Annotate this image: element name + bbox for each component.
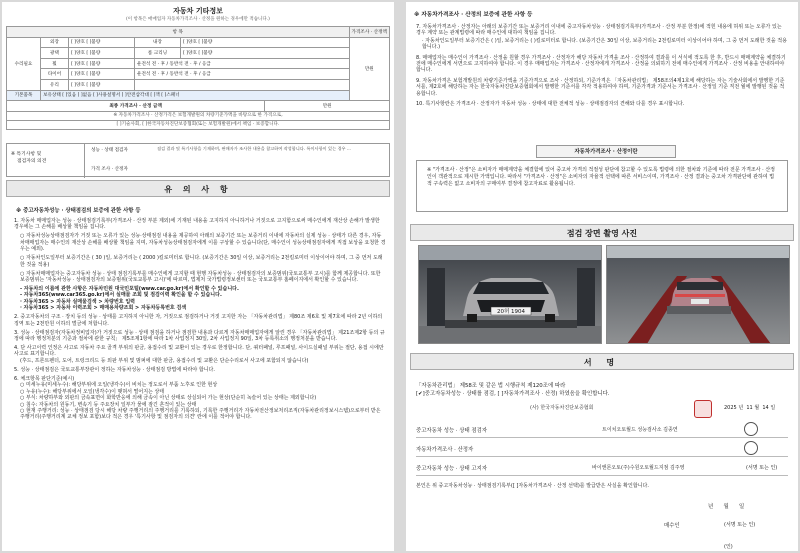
caution-title: 유 의 사 항 [6,180,390,197]
para: 1. 자동차 매매업자는 성능 · 상태점검기록부(가격조사 · 산정 부분 제외)에 기재된 내용을 고지하지 아니하거나 거짓으로 고지함으로써 매수인에게 재산상 손해가 발생한 경우에는 그 손해를 배상할 책임을 집니다. [14,218,380,231]
row-label-2: 내장 [135,37,181,48]
row-positions: 운전석 전 · 후 / 동반석 전 · 후 / 응급 [135,58,350,69]
sum-note-1: ※ 자동차가격조사 · 산정가격은 보험개발원의 차량기준가액을 바탕으로 한 가격으로, [7,111,390,120]
caution-body [14,218,386,423]
total-label: 최종 가격조사 · 산정 금액 [7,101,265,112]
row-label-2: 룸 크리닝 [135,48,181,59]
para: 5. 성능 · 상태점검은 국토교통부장관이 정하는 자동차성능 · 상태점검 방법에 따라야 합니다. [14,366,215,373]
appraiser-seal-icon [744,441,758,455]
sign-date: 2025 년 11 월 14 일 [724,405,776,411]
special-notes-text: 점검 결과 및 특기사항을 기재하며, 판매자가 조사한 내용을 참고하여 작성합니다. 특이사항이 있는 경우 ... [157,146,351,151]
appraisal-definition-text: ※ "가격조사 · 산정"은 소비자가 매매계약을 체결함에 있어 중고차 가격의 적절성 판단에 참고할 수 있도록 법령에 의한 절차와 기준에 따라 전문 가격조사 · 산정인이 객관적으로 제시한 가액입니다. 따라서 "가격조사 · 산정"은 소비자의 자율적 선택에 따른 서비스이며, 가격조사 · 산정 결과는 중고차 가격판단에 관하여 법적 구속력은 없고 소비자의 구매여부 결정에 참고자료로 활용됩니다. [416,160,788,212]
plate-text: 20허 1904 [496,309,526,315]
row-positions: 운전석 전 · 후 / 동반석 전 · 후 / 응급 [135,69,350,80]
row-label: 외장 [41,37,69,48]
para: ○ 침수: 자동차의 원동기, 변속기 등 주요장치 일부가 물에 잠긴 흔적이 있는 상태 [20,401,197,408]
special-notes-box [6,143,390,177]
inspector-row-value: 트이치오토월드 성능검사소 김종연 [602,427,678,433]
buyer-seal: (인) [724,544,733,550]
total-unit: 만원 [265,101,390,112]
divider [416,475,788,476]
buyer-date: 년 월 일 [708,504,745,510]
table-head-price: 가격조사 · 산정액 [349,27,389,38]
inspector-label: 성능 · 상태 점검자 [91,148,128,153]
para: 9. 자동차가격은 보험개발원의 차량기준가액을 기준가격으로 조사 · 산정하되, 기준가격은 「자동차관리법」 제58조의4제1호에 해당하는 자는 기술사회에서 발행한 기준서를, 제2호에 해당하는 자는 한국자동차진단보증협회에서 발행한 기준서를 각각 적용하여야 하며, 기준가격과 기준서는 가격조사 · 산정일 기준 직전 월에 발행된 것을 적용합니다. [416,77,785,97]
appraisal-definition-title: 자동차가격조사 · 산정이란 [536,145,676,158]
vehicle-info-table [6,26,390,130]
left-page [2,2,394,551]
notifier-row-value: 바이앤몬오토(주)수원오토월드지점 김주영 [592,465,685,471]
para: · 자동차365 > 자동차 실매물검색 > 차량번호 입력 [20,298,136,305]
row-label: 광택 [41,48,69,59]
appraiser-row-label: 자동차가격조사 · 산정자 [416,447,474,453]
divider [416,437,788,438]
signature-statement: 「자동차관리법」 제58조 및 같은 법 시행규칙 제120조에 따라 [✔]중고자동차성능 · 상태를 점검, [ ]자동차가격조사 · 산정) 하였음을 확인합니다. [416,383,610,397]
row-options: [ ]양호 [ ]불량 [69,37,135,48]
para: 4. 단 사고이력 인정은 사고로 자동차 주요 골격 부위의 판금, 용접수리 및 교환이 있는 경우로 한정합니다. 단, 쿼터패널, 루프패널, 사이드실패널 부위는 절단, 용접 시에만 사고로 표기합니다. [14,345,384,358]
para: ○ 자동차성능상태점검자가 거짓 또는 오류가 있는 성능·상태점검 내용을 제공하여 아래의 보증기간 또는 보증거리 이내에 자동차의 실제 성능 · 상태가 다른 경우, 자동차매매업자는 매수인의 재산상 손해를 배상할 책임을 지며, 자동차성능상태점검자에게 이를 구상할 수 있습니다(단, 매수인이 성능상태점검자에게 직접 보상을 요청한 경우는 예외). [20,233,386,253]
vehicle-info-title: 자동차 기타정보 [173,7,223,15]
row-label: 타이어 [41,69,69,80]
vehicle-info-note: (이 항목은 매매업자 자동차가격조사 · 산정을 원하는 경우에만 적습니다.) [126,17,270,22]
para: 2. 중고자동차의 구조 · 장치 등의 성능 · 상태를 고지하지 아니한 자, 거짓으로 점검하거나 거짓 고지한 자는 「자동차관리법」 제80조 제6호 및 제7호에 따라 2년 이하의 징역 또는 2천만원 이하의 벌금에 처합니다. [14,314,383,327]
appraisal-body [416,24,788,111]
notifier-sign: (서명 또는 인) [746,465,778,471]
para: 3. 성능 · 상태점검자(자동차정비업자)가 거짓으로 성능 · 상태 점검을 하거나 점검한 내용과 다르게 자동차매매업자에게 알린 경우 「자동차관리법」 제21조제2항 등의 규정에 따라 행정처분의 기준과 절차에 관한 규칙」 제5조제1항에 따라 1차 사업정지 30일, 2차 사업정지 90일, 3차 등록취소의 행정처분을 받습니다. [14,329,385,343]
divider [416,456,788,457]
special-notes-label: ※ 특기사항 및 점검자의 의견 [7,144,85,178]
link-car-go[interactable]: - 자동차의 이름에 관한 사항은 자동차민원 대국민포털(www.car.go.kr)에서 확인할 수 있습니다. [20,286,239,293]
inspection-photo-rear [606,245,790,344]
para: ○ 자동차매매업자는 중고자동차 성능 · 상태 점검기록부를 매수인에게 고지할 때 현행 자동차성능 · 상태점검자의 보증범위(국토교통부 고시)를 함께 제공합니다. 또한 보증범위는 '자동차성능 · 상태점검자의 보증범위(국토교통부 고시)'에 따르며, 법제처 국가법령정보센터 또는 국토교통부 홈페이지에서 확인할 수 있습니다. [20,270,381,284]
row-options: [ ]양호 [ ]불량 [69,58,135,69]
car-rear-icon [607,246,790,344]
para: ○ 미세누유(미세누수): 해당부위에 오일(냉각수)이 비치는 정도로서 부품 노후로 인한 현상 [20,382,218,389]
para: 7. 자동차가격조사 · 산정자는 아래의 보증기간 또는 보증거리 이내에 중고자동차성능 · 상태점검기록부(가격조사 · 산정 부분 한정)에 적힌 내용에 허위 또는 오류가 있는 경우 계약 또는 관계법령에 따라 매수인에 대하여 책임을 집니다. [416,24,782,37]
appraisal-section-title: ※ 자동차가격조사 · 산정의 보증에 관한 사항 등 [414,12,533,18]
para: ○ 현재 주행거리: 성능 · 상태점검 당시 해당 차량 주행거리의 주행거리를 기록하되, 기록한 주행거리가 자동차전산정보처리조직(자동차관리정보시스템)으로부터 받은 주행거리(주행거리계 교체 정보 포함)보다 적은 경우 '특기사항 및 점검자의 의견' 란에 이를 적어야 합니다. [20,407,381,421]
row-positions [135,79,350,90]
signature-section-title: 서 명 [410,353,794,370]
para: ○ 부식: 차량하부와 외판의 금속표면이 화학반응에 의해 금속이 아닌 상태로 상실되어 가는 현상(단순히 녹슬어 있는 상태는 제외합니다) [20,395,317,402]
org-name: (사) 한국자동차진단보증협회 [530,405,594,411]
para: 10. 특기사항란은 가격조사 · 산정자가 자동차 성능 · 상태에 대한 전체적 성능 · 상태점검자의 견해와 다를 경우 표시합니다. [416,101,685,108]
para: ○ 자동차인도일부터 보증기간은 ( 30 )일, 보증거리는 ( 2000 )킬로미터로 합니다. (보증기간은 30일 이상, 보증거리는 2천킬로미터 이상이어야 하며, 그 중 먼저 도래한 것을 적용) [20,255,383,268]
inspector-row-label: 중고자동차 성능 · 상태 점검자 [416,428,488,434]
photo-section-title: 점검 장면 촬영 사진 [410,224,794,241]
para: ○ 누유(누수): 해당부위에서 오일(냉각수)이 맺혀서 떨어지는 상태 [20,388,165,395]
official-seal-icon [694,400,712,418]
row-label: 휠 [41,58,69,69]
car-front-icon [419,246,602,344]
right-page [406,2,798,551]
row-options: [ ]양호 [ ]불량 [69,48,135,59]
para: (후드, 프론트펜더, 도어, 트렁크리드 등 외판 부위 및 범퍼에 대한 판금, 용접수리 및 교환은 단순수리로서 사고에 포함되지 않습니다) [20,357,309,364]
row-options: [ ]양호 [ ]불량 [69,79,135,90]
inspection-photo-front [418,245,602,344]
row-options-2: [ ]양호 [ ]불량 [181,48,350,59]
row-options-2: [ ]양호 [ ]불량 [181,37,350,48]
repair-group-label: 수리필요 [7,37,41,90]
para: 8. 매매업자는 매수인이 가격조사 · 산정을 원할 경우 가격조사 · 산정자가 해당 자동차 가격을 조사 · 산정하여 결과를 이 서식에 적도록 한 후, 반드시 매매계약을 체결하기 전에 매수인에게 서면으로 고지하여야 합니다. 이 경우 매매업자는 가격조사 · 산정자에게 가격조사 · 산정을 의뢰하기 전에 매수인에게 가격조사 · 산정 비용을 안내하여야 합니다. [416,54,786,74]
appraiser-label: 가격 조사 · 산정자 [91,167,128,172]
notifier-row-label: 중고자동차 성능 · 상태 고지자 [416,466,488,472]
link-car365[interactable]: - 자동차365(www.car365.go.kr)에서 실매물 조회 및 점검이력 확인을 할 수 있습니다. [20,292,222,299]
para: · 자동차인도일부터 보증기간은 ( )일, 보증거리는 ( )킬로미터로 합니다. (보증기간은 30일 이상, 보증거리는 2천킬로미터 이상이어야 하며, 그 중 먼저 도래한 것을 적용합니다.) [422,37,787,51]
table-head-item: 항 목 [7,27,350,38]
para: · 자동차365 > 자동차 이력조회 > 매매용차량조회 > 자동차등록번호 검색 [20,305,187,312]
buyer-label: 매수인 [664,523,680,529]
unit-cell: 만원 [349,37,389,101]
basic-group-label: 기본품목 [7,90,41,101]
row-options: [ ]양호 [ ]불량 [69,69,135,80]
sum-note-2: [ ]기술사회, [ ]한국자동차진단보증협회(또는 보험개발원)에서 책임 · 보증합니다. [7,120,390,129]
inspector-seal-icon [744,422,758,436]
buyer-sign: (서명 또는 인) [724,522,756,528]
row-label: 유리 [41,79,69,90]
basic-row-options: 보유상태 [ ]있음 [ ]없음 [ ]사용설명서 [ ]안전삼각대 [ ]잭 [ ]스패너 [41,90,350,101]
para: 6. 체크항목 판단기준(예시) [14,375,75,382]
receipt-text: 본인은 위 중고자동차성능 · 상태점검기록부([ ]자동차가격조사 · 산정 선택)를 발급받은 사실을 확인합니다. [416,483,649,489]
caution-section-title: ※ 중고자동차성능 · 상태점검의 보증에 관한 사항 등 [16,208,141,214]
